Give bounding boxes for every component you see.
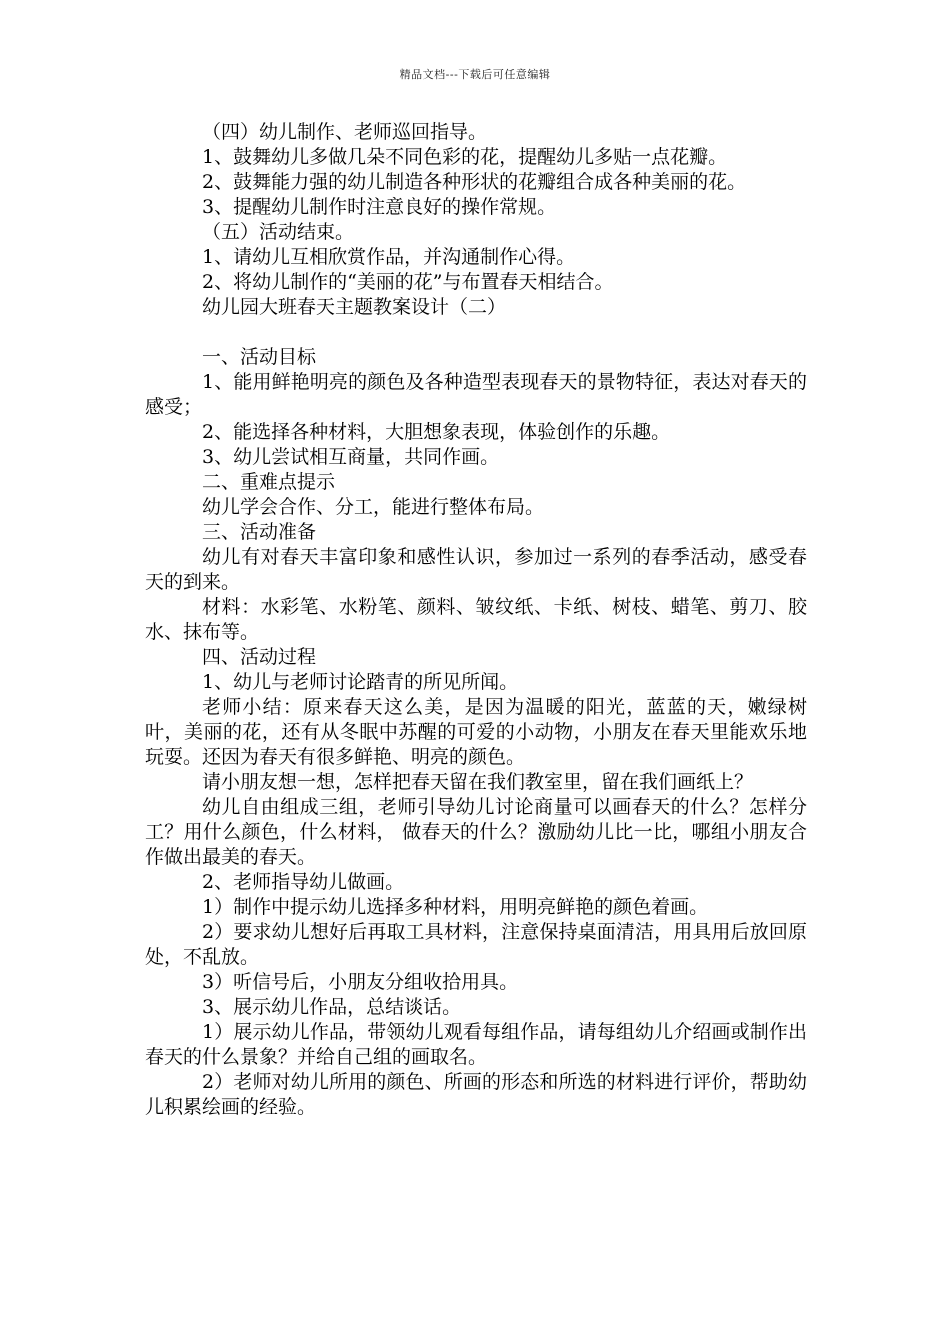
paragraph: （五）活动结束。 — [202, 221, 355, 243]
paragraph: 3）听信号后，小朋友分组收拾用具。 — [202, 971, 519, 993]
page-header: 精品文档---下载后可任意编辑 — [399, 68, 551, 81]
paragraph: 3、幼儿尝试相互商量，共同作画。 — [202, 446, 500, 468]
paragraph: 幼儿学会合作、分工，能进行整体布局。 — [202, 496, 545, 518]
paragraph: 2、将幼儿制作的“美丽的花”与布置春天相结合。 — [202, 271, 614, 293]
paragraph: 幼儿自由组成三组，老师引导幼儿讨论商量可以画春天的什么？怎样分工？用什么颜色，什么材料， 做春天的什么？激励幼儿比一比，哪组小朋友合作做出最美的春天。 — [145, 796, 807, 868]
paragraph: 2、能选择各种材料，大胆想象表现，体验创作的乐趣。 — [202, 421, 671, 443]
paragraph: 幼儿有对春天丰富印象和感性认识，参加过一系列的春季活动，感受春天的到来。 — [145, 546, 807, 593]
paragraph: 1、幼儿与老师讨论踏青的所见所闻。 — [202, 671, 519, 693]
paragraph: 1）制作中提示幼儿选择多种材料，用明亮鲜艳的颜色着画。 — [202, 896, 709, 918]
paragraph: 材料：水彩笔、水粉笔、颜料、皱纹纸、卡纸、树枝、蜡笔、剪刀、胶水、抹布等。 — [145, 596, 807, 643]
document-body — [145, 120, 807, 1120]
heading: 二、重难点提示 — [202, 471, 336, 493]
paragraph: 老师小结：原来春天这么美，是因为温暖的阳光，蓝蓝的天，嫩绿树叶，美丽的花，还有从冬眠中苏醒的可爱的小动物，小朋友在春天里能欢乐地玩耍。还因为春天有很多鲜艳、明亮的颜色。 — [145, 696, 807, 768]
paragraph: 2、鼓舞能力强的幼儿制造各种形状的花瓣组合成各种美丽的花。 — [202, 171, 747, 193]
heading: 三、活动准备 — [202, 521, 317, 543]
paragraph: （四）幼儿制作、老师巡回指导。 — [202, 121, 488, 143]
paragraph: 2）要求幼儿想好后再取工具材料，注意保持桌面清洁，用具用后放回原处，不乱放。 — [145, 921, 807, 968]
blank-line — [145, 320, 807, 345]
heading: 四、活动过程 — [202, 646, 317, 668]
paragraph: 请小朋友想一想，怎样把春天留在我们教室里，留在我们画纸上？ — [202, 771, 754, 793]
paragraph: 1、鼓舞幼儿多做几朵不同色彩的花，提醒幼儿多贴一点花瓣。 — [202, 146, 728, 168]
paragraph: 1、请幼儿互相欣赏作品，并沟通制作心得。 — [202, 246, 576, 268]
paragraph: 1）展示幼儿作品，带领幼儿观看每组作品，请每组幼儿介绍画或制作出春天的什么景象？并给自己组的画取名。 — [145, 1021, 807, 1068]
section-title: 幼儿园大班春天主题教案设计（二） — [202, 296, 507, 318]
paragraph: 2、老师指导幼儿做画。 — [202, 871, 405, 893]
paragraph: 3、展示幼儿作品，总结谈话。 — [202, 996, 462, 1018]
paragraph: 3、提醒幼儿制作时注意良好的操作常规。 — [202, 196, 557, 218]
heading: 一、活动目标 — [202, 346, 317, 368]
paragraph: 2）老师对幼儿所用的颜色、所画的形态和所选的材料进行评价，帮助幼儿积累绘画的经验。 — [145, 1071, 807, 1118]
paragraph: 1、能用鲜艳明亮的颜色及各种造型表现春天的景物特征，表达对春天的感受； — [145, 371, 807, 418]
